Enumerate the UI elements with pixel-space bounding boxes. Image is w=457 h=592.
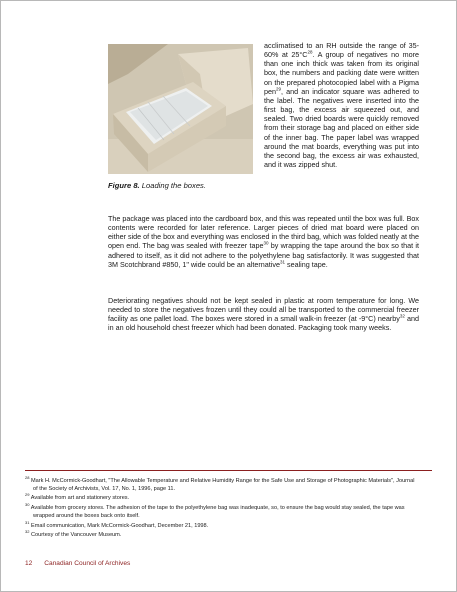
footnote-number: 28: [25, 475, 30, 481]
publisher-name: Canadian Council of Archives: [44, 560, 131, 567]
footnote-item: [25, 492, 420, 503]
footnote-number: 31: [25, 519, 30, 525]
footnote-text: Available from grocery stores. The adhesion of the tape to the polyethylene bag was inadequate, so, to ensure the bag would stay sealed, the tape was wrapped around the boxes back onto itself.: [30, 505, 405, 519]
footnotes-list: [25, 475, 420, 542]
footnote-text: Email communication, Mark McCormick-Goodhart, December 21, 1998.: [31, 522, 209, 529]
text-run: and in an old household chest freezer which had been donated. Packaging took many weeks.: [108, 314, 419, 333]
figure-label: Figure 8.: [108, 181, 140, 190]
footnote-item: [25, 519, 420, 531]
footnote-number: 29: [25, 492, 30, 498]
text-run: Deteriorating negatives should not be kept sealed in plastic at room temperature for long. We needed to store the negatives frozen until they could all be transported to the commercial freezer facility as one pallet load. The boxes were stored in a small walk-in freezer (at -9°C) nearby: [108, 296, 419, 324]
text-run: , and an indicator square was adhered to the label. The negatives were inserted into the first bag, the excess air squeezed out, and sealed. Two dried boards were quickly removed from their storage bag and placed on either side of the inner bag. The paper label was wrapped around the mat boards, everything was put into the second bag, the excess air was exhausted, and it was zipped shut.: [264, 86, 419, 170]
footnote-ref: 29: [276, 86, 282, 92]
figure-caption: [108, 181, 258, 190]
text-run: sealing tape.: [284, 259, 328, 269]
text-run: . A group of negatives no more than one inch thick was taken from its original box, the numbers and packing date were written on the prepared photocopied label with a Pigma pen: [264, 50, 419, 96]
figure-caption-text: Loading the boxes.: [141, 181, 206, 190]
footnote-number: 32: [25, 529, 30, 535]
footnote-number: 30: [25, 502, 30, 508]
text-run: by wrapping the tape around the box so that it adhered to itself, as it did not adhere to the polyethylene bag satisfactorily. It was suggested that 3M Scotchbrand #850, 1" wide could be an alternative: [108, 241, 419, 269]
paragraph-freezer-storage: [108, 296, 419, 333]
footnote-text: Available from art and stationery stores.: [30, 495, 130, 502]
footnote-item: [25, 475, 420, 493]
footnote-ref: 32: [399, 313, 405, 319]
page-footer: [25, 560, 130, 567]
footnote-item: [25, 529, 420, 540]
figure-photo: [108, 44, 253, 174]
text-run: The package was placed into the cardboard box, and this was repeated until the box was full. Box contents were recorded for later reference. Larger pieces of dried mat board were placed on either side of the box and everything was enclosed in the third bag, which was folded neatly at the open end. The bag was sealed with freezer tape: [108, 214, 419, 251]
text-run: acclimatised to an RH outside the range of 35-60% at 25°C: [264, 41, 419, 60]
footnote-ref: 28: [307, 49, 313, 55]
footnote-divider: [25, 470, 432, 471]
footnote-ref: 30: [263, 241, 269, 247]
paragraph-full-width: [108, 214, 419, 269]
paragraph-right-column: [264, 41, 419, 169]
page-number: 12: [25, 560, 33, 567]
footnote-text: Courtesy of the Vancouver Museum.: [31, 532, 122, 539]
footnote-text: Mark H. McCormick-Goodhart, "The Allowable Temperature and Relative Humidity Range for the Safe Use and Storage of Photographic Materials", Journal of the Society of Archivists, Vol. 17, No. 1, 1996, page 11.: [31, 478, 415, 492]
footnote-ref: 31: [279, 259, 285, 265]
box-loading-photo-graphic: [108, 44, 253, 174]
footnote-item: [25, 502, 420, 520]
